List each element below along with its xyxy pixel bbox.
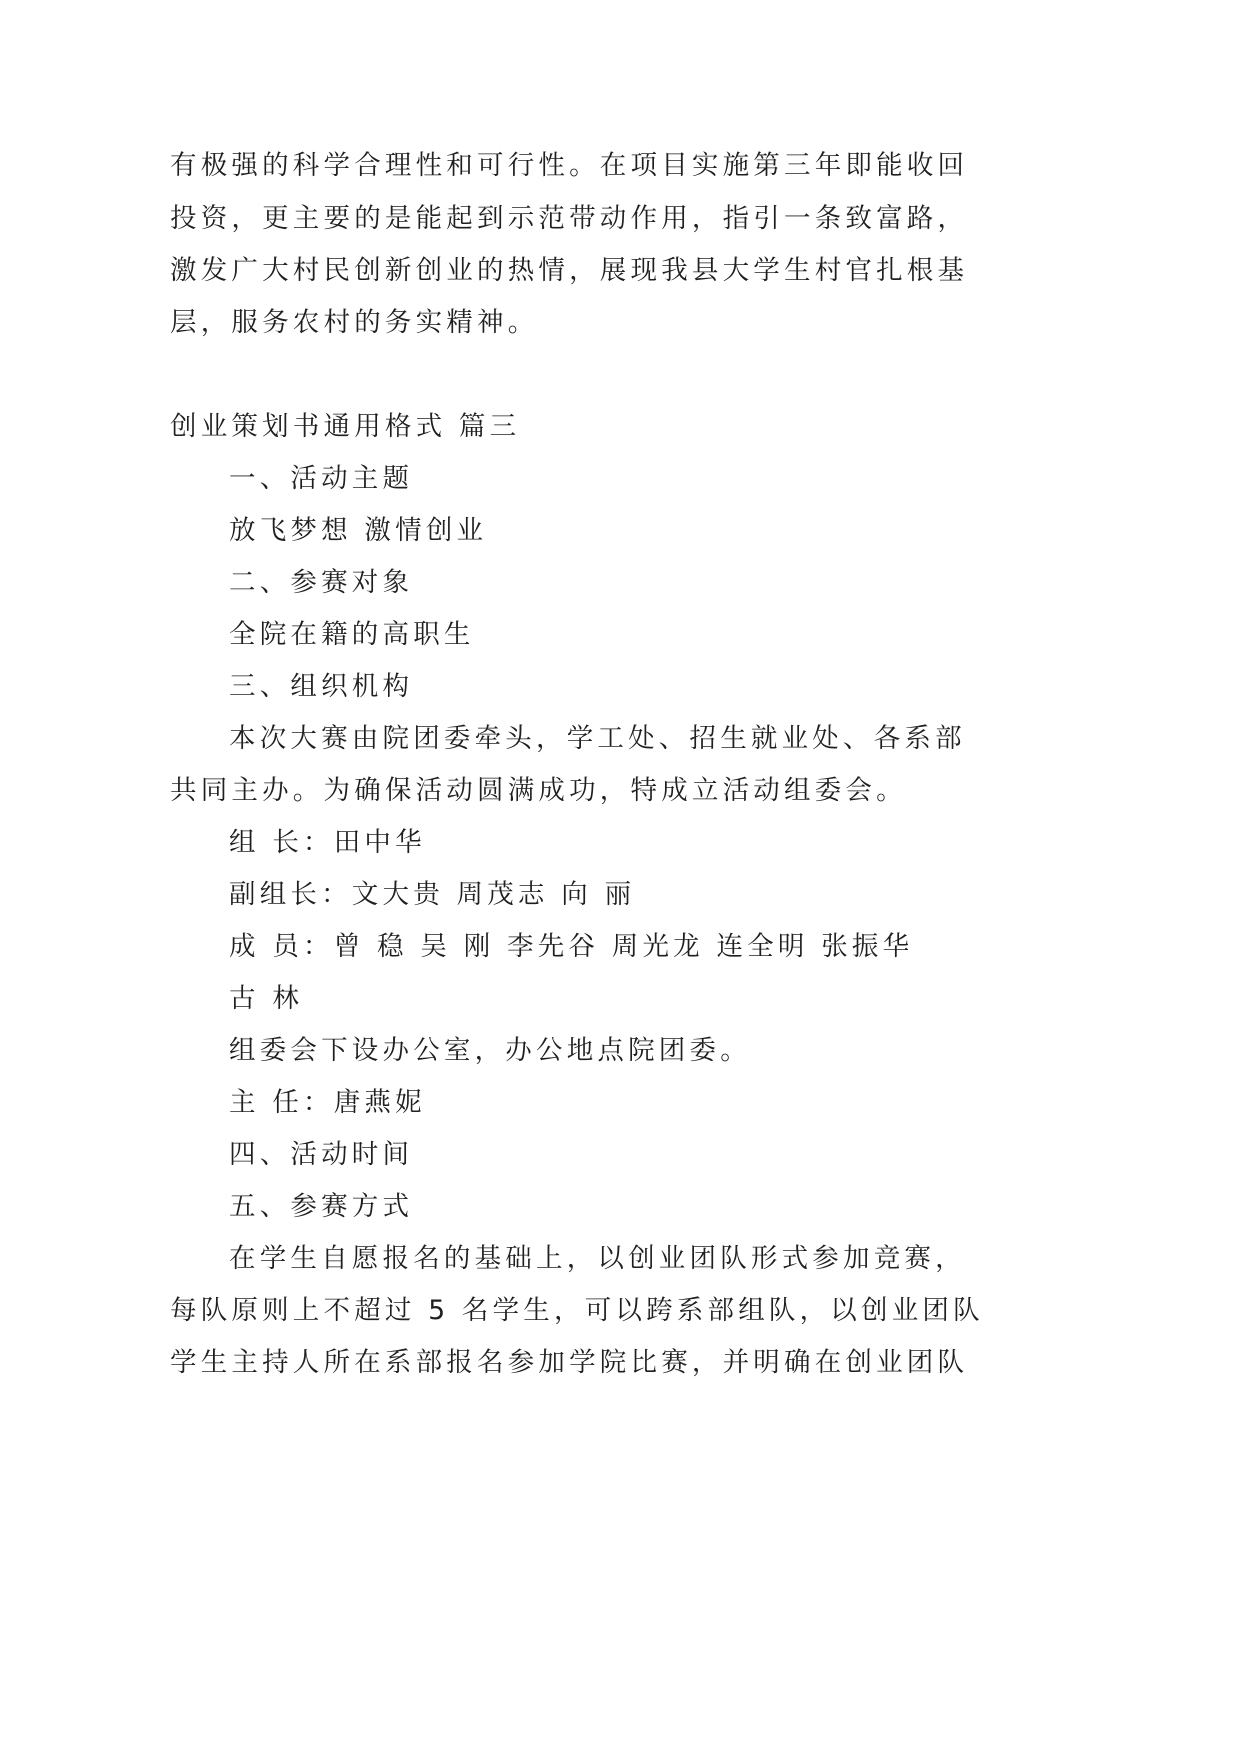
paragraph-line: 共同主办。为确保活动圆满成功，特成立活动组委会。 [170, 775, 907, 806]
paragraph-line: 本次大赛由院团委牵头，学工处、招生就业处、各系部 [229, 723, 966, 754]
paragraph-line: 层，服务农村的务实精神。 [170, 307, 539, 338]
heading-participation-method: 五、参赛方式 [229, 1191, 414, 1222]
theme-text: 放飞梦想 激情创业 [229, 515, 488, 546]
paragraph-line: 投资，更主要的是能起到示范带动作用，指引一条致富路， [170, 203, 969, 234]
paragraph-line: 激发广大村民创新创业的热情，展现我县大学生村官扎根基 [170, 255, 969, 286]
paragraph-line: 在学生自愿报名的基础上，以创业团队形式参加竞赛， [229, 1243, 966, 1274]
deputy-leaders-line: 副组长：文大贵 周茂志 向 丽 [229, 879, 636, 910]
leader-line: 组 长：田中华 [229, 827, 426, 858]
paragraph-line: 有极强的科学合理性和可行性。在项目实施第三年即能收回 [170, 150, 969, 181]
heading-activity-theme: 一、活动主题 [229, 463, 414, 494]
paragraph-line: 每队原则上不超过 5 名学生，可以跨系部组队，以创业团队 [170, 1295, 984, 1326]
section-title: 创业策划书通用格式 篇三 [170, 411, 521, 442]
director-line: 主 任：唐燕妮 [229, 1087, 426, 1118]
members-line: 成 员：曾 稳 吴 刚 李先谷 周光龙 连全明 张振华 [229, 931, 914, 962]
members-continued-line: 古 林 [229, 983, 304, 1014]
heading-participants: 二、参赛对象 [229, 567, 414, 598]
heading-organization: 三、组织机构 [229, 671, 414, 702]
paragraph-line: 学生主持人所在系部报名参加学院比赛，并明确在创业团队 [170, 1347, 969, 1378]
heading-activity-time: 四、活动时间 [229, 1139, 414, 1170]
participants-text: 全院在籍的高职生 [229, 619, 475, 650]
office-line: 组委会下设办公室，办公地点院团委。 [229, 1035, 751, 1066]
